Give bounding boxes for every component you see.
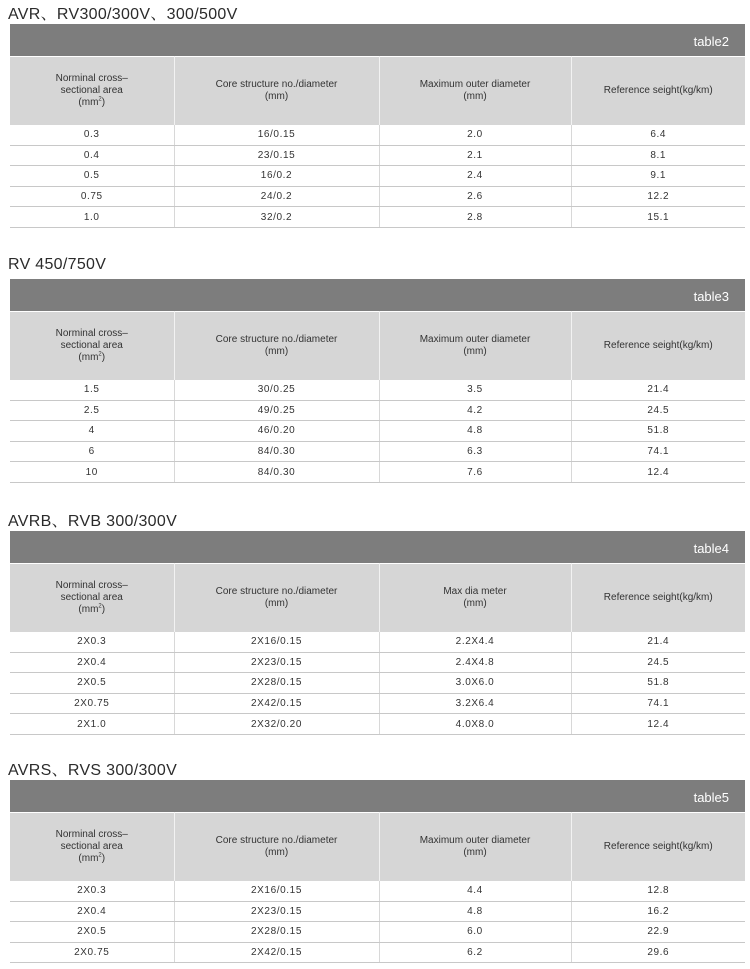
cell-weight: 12.8 [571, 881, 745, 902]
spec-table [10, 56, 745, 228]
header-area-line1: Norminal cross– [55, 828, 128, 840]
header-area [10, 57, 174, 125]
table-header-row [10, 57, 745, 125]
header-weight: Reference seight(kg/km) [571, 813, 745, 881]
cell-core: 24/0.2 [174, 186, 379, 207]
header-area-close: ) [101, 852, 106, 864]
header-area-line2: sectional area [60, 840, 123, 852]
header-area-close: ) [101, 603, 106, 615]
spec-table [10, 812, 745, 963]
cell-core: 30/0.25 [174, 380, 379, 401]
header-diameter-line1: Maximum outer diameter [419, 333, 531, 345]
table-label-bar [10, 531, 745, 563]
header-area-unit: (mm [78, 852, 99, 864]
header-diameter-line1: Maximum outer diameter [419, 78, 531, 90]
cell-core: 16/0.15 [174, 125, 379, 146]
header-area-sup: 2 [98, 96, 102, 103]
header-core-line2: (mm) [264, 345, 289, 357]
table-row [10, 714, 745, 735]
cell-weight: 9.1 [571, 166, 745, 187]
cell-weight: 12.2 [571, 186, 745, 207]
header-core [174, 312, 379, 380]
cell-core: 2X23/0.15 [174, 901, 379, 922]
table-row [10, 145, 745, 166]
cell-diameter: 2.8 [379, 207, 571, 228]
cell-area: 0.75 [10, 186, 174, 207]
cell-area: 6 [10, 441, 174, 462]
table-row [10, 673, 745, 694]
table-row [10, 186, 745, 207]
table-header-row [10, 813, 745, 881]
cell-area: 2X0.75 [10, 942, 174, 963]
table-row [10, 441, 745, 462]
table-label: table5 [693, 790, 729, 805]
cell-weight: 8.1 [571, 145, 745, 166]
table-header-row [10, 312, 745, 380]
table-row [10, 400, 745, 421]
header-core-line1: Core structure no./diameter [215, 78, 338, 90]
table-row [10, 462, 745, 483]
spec-table-block [10, 24, 745, 228]
header-core-line1: Core structure no./diameter [215, 585, 338, 597]
cell-weight: 15.1 [571, 207, 745, 228]
table-body [10, 125, 745, 228]
cell-core: 32/0.2 [174, 207, 379, 228]
header-core [174, 813, 379, 881]
cell-weight: 21.4 [571, 632, 745, 653]
cell-diameter: 7.6 [379, 462, 571, 483]
header-diameter-line2: (mm) [463, 345, 487, 357]
section-title: RV 450/750V [8, 256, 107, 273]
cell-diameter: 4.4 [379, 881, 571, 902]
header-diameter-line2: (mm) [463, 597, 487, 609]
header-area-line1: Norminal cross– [55, 579, 128, 591]
header-weight: Reference seight(kg/km) [571, 564, 745, 632]
cell-area: 0.5 [10, 166, 174, 187]
header-area-line2: sectional area [60, 591, 123, 603]
spec-table-block [10, 780, 745, 963]
cell-area: 2X0.5 [10, 673, 174, 694]
cell-area: 2X0.5 [10, 922, 174, 943]
table-row [10, 942, 745, 963]
cell-diameter: 3.2X6.4 [379, 693, 571, 714]
header-core-line1: Core structure no./diameter [215, 834, 338, 846]
table-label: table3 [693, 289, 729, 304]
table-row [10, 652, 745, 673]
cell-core: 46/0.20 [174, 421, 379, 442]
header-core-line2: (mm) [264, 597, 289, 609]
spec-table [10, 311, 745, 483]
cell-core: 2X42/0.15 [174, 693, 379, 714]
cell-area: 2.5 [10, 400, 174, 421]
header-area-line2: sectional area [60, 339, 123, 351]
cell-core: 2X42/0.15 [174, 942, 379, 963]
table-row [10, 922, 745, 943]
section-title: AVR、RV300/300V、300/500V [8, 6, 238, 23]
header-area-line1: Norminal cross– [55, 327, 128, 339]
cell-core: 2X16/0.15 [174, 632, 379, 653]
cell-area: 1.5 [10, 380, 174, 401]
spec-table [10, 563, 745, 735]
header-weight: Reference seight(kg/km) [571, 57, 745, 125]
header-weight: Reference seight(kg/km) [571, 312, 745, 380]
cell-diameter: 6.0 [379, 922, 571, 943]
cell-diameter: 6.3 [379, 441, 571, 462]
cell-diameter: 3.5 [379, 380, 571, 401]
cell-area: 2X0.3 [10, 632, 174, 653]
cell-core: 2X16/0.15 [174, 881, 379, 902]
header-area-line2: sectional area [60, 84, 123, 96]
header-area-sup: 2 [98, 351, 102, 358]
header-area-close: ) [101, 96, 106, 108]
table-row [10, 125, 745, 146]
header-diameter-line2: (mm) [463, 846, 487, 858]
cell-weight: 21.4 [571, 380, 745, 401]
table-row [10, 901, 745, 922]
table-header-row [10, 564, 745, 632]
cell-core: 2X32/0.20 [174, 714, 379, 735]
header-area [10, 813, 174, 881]
spec-table-block [10, 279, 745, 483]
header-diameter [379, 312, 571, 380]
cell-weight: 51.8 [571, 673, 745, 694]
cell-area: 1.0 [10, 207, 174, 228]
header-diameter [379, 564, 571, 632]
table-label-bar [10, 780, 745, 812]
cell-core: 84/0.30 [174, 441, 379, 462]
table-label-bar [10, 24, 745, 56]
cell-diameter: 2.6 [379, 186, 571, 207]
cell-diameter: 4.2 [379, 400, 571, 421]
section-title: AVRB、RVB 300/300V [8, 513, 178, 530]
cell-area: 2X1.0 [10, 714, 174, 735]
table-body [10, 380, 745, 483]
header-diameter-line1: Max dia meter [443, 585, 507, 597]
header-core-line2: (mm) [264, 90, 289, 102]
cell-weight: 6.4 [571, 125, 745, 146]
table-row [10, 166, 745, 187]
cell-core: 2X28/0.15 [174, 673, 379, 694]
header-area-sup: 2 [98, 603, 102, 610]
header-area-close: ) [101, 351, 106, 363]
cell-area: 4 [10, 421, 174, 442]
header-area-unit: (mm [78, 351, 99, 363]
table-row [10, 421, 745, 442]
cell-diameter: 6.2 [379, 942, 571, 963]
header-area-unit: (mm [78, 96, 99, 108]
cell-weight: 74.1 [571, 693, 745, 714]
cell-weight: 74.1 [571, 441, 745, 462]
table-body [10, 881, 745, 963]
table-row [10, 380, 745, 401]
cell-weight: 16.2 [571, 901, 745, 922]
header-diameter-line2: (mm) [463, 90, 487, 102]
table-label: table4 [693, 541, 729, 556]
cell-core: 2X23/0.15 [174, 652, 379, 673]
header-core [174, 57, 379, 125]
cell-diameter: 4.8 [379, 901, 571, 922]
header-diameter [379, 57, 571, 125]
cell-weight: 24.5 [571, 652, 745, 673]
header-area-sup: 2 [98, 852, 102, 859]
cell-weight: 51.8 [571, 421, 745, 442]
cell-core: 23/0.15 [174, 145, 379, 166]
header-core-line1: Core structure no./diameter [215, 333, 338, 345]
cell-core: 49/0.25 [174, 400, 379, 421]
table-label-bar [10, 279, 745, 311]
table-row [10, 881, 745, 902]
header-area-unit: (mm [78, 603, 99, 615]
header-area-line1: Norminal cross– [55, 72, 128, 84]
header-diameter [379, 813, 571, 881]
cell-weight: 22.9 [571, 922, 745, 943]
header-core-line2: (mm) [264, 846, 289, 858]
table-row [10, 207, 745, 228]
header-diameter-line1: Maximum outer diameter [419, 834, 531, 846]
cell-diameter: 2.1 [379, 145, 571, 166]
header-area [10, 312, 174, 380]
cell-area: 0.4 [10, 145, 174, 166]
cell-diameter: 4.8 [379, 421, 571, 442]
cell-diameter: 4.0X8.0 [379, 714, 571, 735]
cell-diameter: 2.0 [379, 125, 571, 146]
cell-weight: 24.5 [571, 400, 745, 421]
cell-diameter: 2.4 [379, 166, 571, 187]
cell-area: 0.3 [10, 125, 174, 146]
cell-area: 2X0.4 [10, 652, 174, 673]
cell-weight: 29.6 [571, 942, 745, 963]
section-title: AVRS、RVS 300/300V [8, 762, 178, 779]
cell-core: 84/0.30 [174, 462, 379, 483]
table-row [10, 632, 745, 653]
cell-diameter: 2.4X4.8 [379, 652, 571, 673]
cell-area: 2X0.3 [10, 881, 174, 902]
table-row [10, 693, 745, 714]
cell-weight: 12.4 [571, 714, 745, 735]
cell-area: 2X0.75 [10, 693, 174, 714]
table-body [10, 632, 745, 735]
cell-area: 10 [10, 462, 174, 483]
header-area [10, 564, 174, 632]
cell-diameter: 3.0X6.0 [379, 673, 571, 694]
cell-weight: 12.4 [571, 462, 745, 483]
cell-core: 2X28/0.15 [174, 922, 379, 943]
header-core [174, 564, 379, 632]
table-label: table2 [693, 34, 729, 49]
cell-area: 2X0.4 [10, 901, 174, 922]
spec-table-block [10, 531, 745, 735]
cell-core: 16/0.2 [174, 166, 379, 187]
cell-diameter: 2.2X4.4 [379, 632, 571, 653]
